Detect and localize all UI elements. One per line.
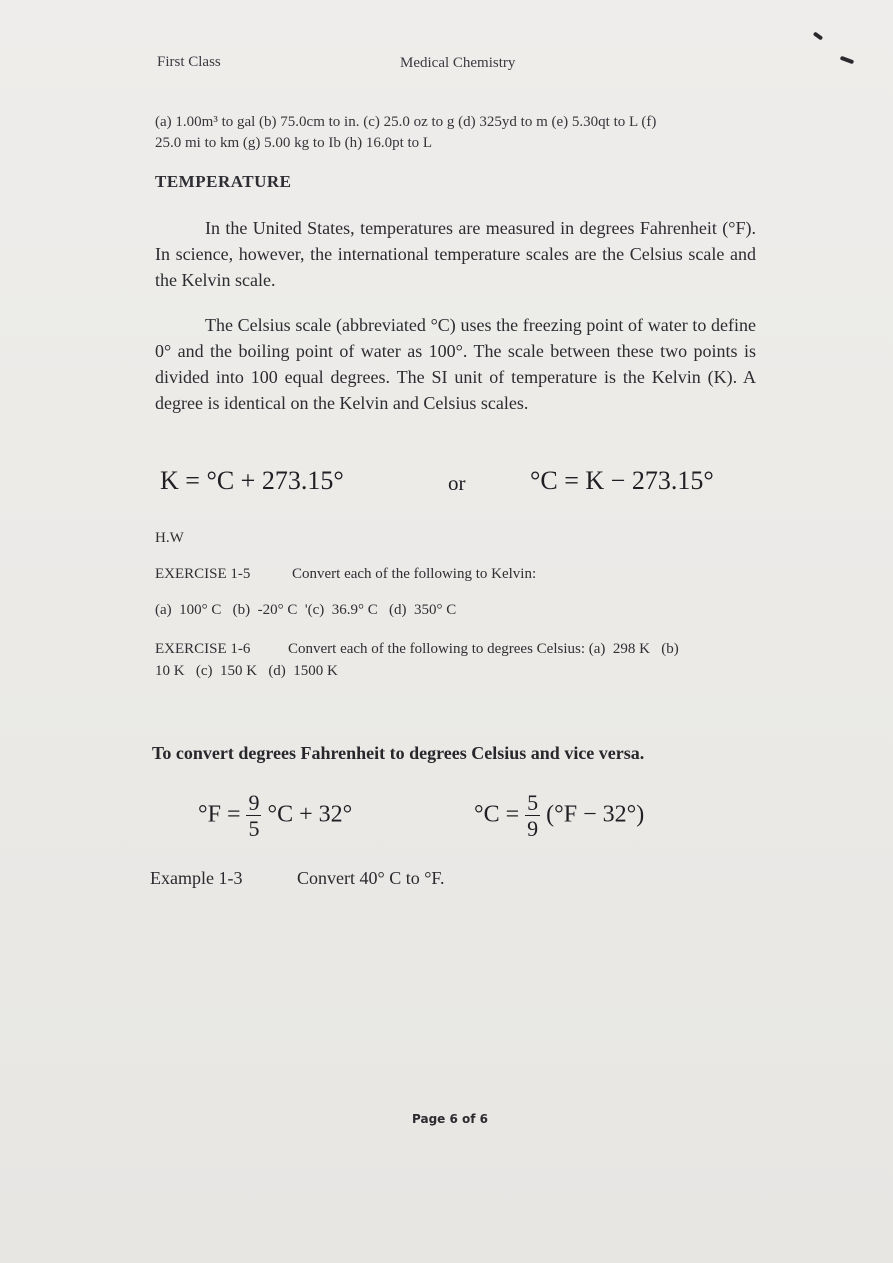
fraction-numerator: 5 [527, 790, 539, 815]
fahrenheit-formula-lhs: °F = [198, 801, 247, 828]
exercise-1-6-line2: 10 K (c) 150 K (d) 1500 K [155, 663, 338, 679]
exercise-1-6-text: Convert each of the following to degrees Celsius: (a) 298 K (b) [288, 641, 679, 657]
equation-or: or [448, 471, 466, 495]
celsius-formula-lhs: °C = [474, 801, 526, 828]
paragraph-1: In the United States, temperatures are measured in degrees Fahrenheit (°F). In science, however, the international temperature scales are the Celsius scale and the Kelvin scale. [155, 218, 756, 290]
fahrenheit-formula-rhs: °C + 32° [267, 801, 353, 828]
fraction-9-5 [246, 792, 261, 840]
exercise-1-5-text: Convert each of the following to Kelvin: [292, 566, 537, 582]
fraction-denominator: 5 [248, 816, 260, 841]
fraction-denominator: 9 [527, 816, 539, 841]
scan-mark [813, 31, 823, 40]
header-left: First Class [157, 54, 221, 70]
exercise-prev-line1: (a) 1.00m³ to gal (b) 75.0cm to in. (c) 25.0 oz to g (d) 325yd to m (e) 5.30qt to L (f) [155, 114, 657, 130]
fraction-5-9 [525, 792, 540, 840]
exercise-1-6-label: EXERCISE 1-6 [155, 641, 251, 657]
celsius-formula [474, 792, 644, 840]
scan-mark [840, 56, 855, 65]
exercise-prev-line2: 25.0 mi to km (g) 5.00 kg to Ib (h) 16.0pt to L [155, 135, 433, 151]
kelvin-equation: K = °C + 273.15° [160, 466, 344, 495]
celsius-formula-rhs: (°F − 32°) [546, 801, 645, 828]
hw-label: H.W [155, 530, 184, 546]
celsius-equation: °C = K − 273.15° [530, 466, 714, 495]
conversion-heading: To convert degrees Fahrenheit to degrees Celsius and vice versa. [152, 743, 645, 763]
exercise-1-5-label: EXERCISE 1-5 [155, 566, 251, 582]
header-center: Medical Chemistry [400, 55, 516, 71]
fahrenheit-formula [198, 792, 352, 840]
example-label: Example 1-3 [150, 868, 243, 888]
page-footer: Page 6 of 6 [412, 1112, 488, 1126]
fraction-numerator: 9 [248, 790, 260, 815]
paragraph-2: The Celsius scale (abbreviated °C) uses the freezing point of water to define 0° and the boiling point of water as 100°. The scale between these two points is divided into 100 equal degrees. The SI unit of temperature is the Kelvin (K). A degree is identical on the Kelvin and Celsius scales. [155, 315, 756, 413]
example-text: Convert 40° C to °F. [297, 868, 445, 888]
exercise-1-5-items: (a) 100° C (b) -20° C '(c) 36.9° C (d) 350° C [155, 602, 457, 618]
section-title: TEMPERATURE [155, 172, 292, 191]
